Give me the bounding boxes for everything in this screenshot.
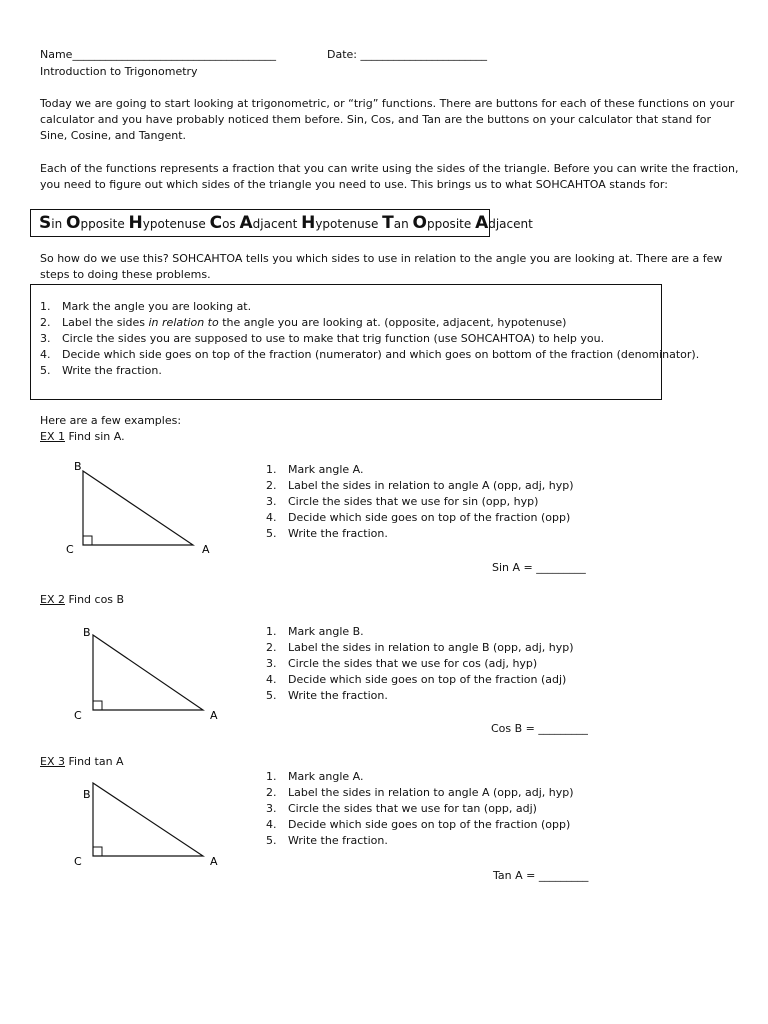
- step-item: 4. Decide which side goes on top of the fraction (numerator) and which goes on bottom of the fraction (denominator).: [40, 348, 700, 361]
- vertex-c-label: C: [66, 543, 74, 556]
- sohcahtoa-word-adjacent: Adjacent: [475, 213, 533, 233]
- example-step: 5. Write the fraction.: [266, 689, 388, 702]
- example-step: 4. Decide which side goes on top of the fraction (opp): [266, 818, 571, 831]
- vertex-a-label: A: [202, 543, 210, 556]
- vertex-c-label: C: [74, 709, 82, 722]
- example-step: 5. Write the fraction.: [266, 527, 388, 540]
- examples-intro: Here are a few examples:: [40, 414, 182, 427]
- example-3-triangle: [62, 776, 222, 876]
- example-1-triangle: [60, 458, 220, 558]
- sohcahtoa-word-sin: Sin: [39, 213, 67, 233]
- example-1-steps: [266, 462, 574, 542]
- sohcahtoa-word-cos: Cos: [209, 213, 240, 233]
- sohcahtoa-word-hypotenuse: Hypotenuse: [301, 213, 383, 233]
- step-item: 1. Mark the angle you are looking at.: [40, 300, 252, 313]
- example-step: 2. Label the sides in relation to angle A (opp, adj, hyp): [266, 786, 574, 799]
- date-field-line: Date: _______________________: [327, 48, 487, 61]
- vertex-a-label: A: [210, 709, 218, 722]
- example-step: 4. Decide which side goes on top of the fraction (adj): [266, 673, 567, 686]
- example-step: 3. Circle the sides that we use for sin (opp, hyp): [266, 495, 539, 508]
- sohcahtoa-word-hypotenuse: Hypotenuse: [128, 213, 210, 233]
- example-step: 2. Label the sides in relation to angle A (opp, adj, hyp): [266, 479, 574, 492]
- example-step: 3. Circle the sides that we use for tan (opp, adj): [266, 802, 537, 815]
- vertex-b-label: B: [83, 626, 91, 639]
- sohcahtoa-word-tan: Tan: [382, 213, 413, 233]
- example-3-steps: [266, 769, 574, 849]
- example-step: 5. Write the fraction.: [266, 834, 388, 847]
- steps-list: [40, 299, 699, 379]
- example-step: 2. Label the sides in relation to angle B (opp, adj, hyp): [266, 641, 574, 654]
- step-item: 3. Circle the sides you are supposed to use to make that trig function (use SOHCAHTOA) to help you.: [40, 332, 605, 345]
- example-step: 1. Mark angle A.: [266, 770, 364, 783]
- vertex-a-label: A: [210, 855, 218, 868]
- example-step: 1. Mark angle A.: [266, 463, 364, 476]
- example-3-answer: Tan A = _________: [493, 869, 589, 882]
- example-2-answer: Cos B = _________: [491, 722, 588, 735]
- page-title: Introduction to Trigonometry: [40, 65, 198, 78]
- intro-paragraph-2: Each of the functions represents a fraction that you can write using the sides of the triangle. Before you can write the fraction, you need to figure out which sides of the triangle you need to use. This brings us to what SOHCAHTOA stands for:: [40, 162, 739, 191]
- vertex-b-label: B: [74, 460, 82, 473]
- example-2-triangle: [62, 622, 222, 722]
- intro-paragraph-1: Today we are going to start looking at trigonometric, or “trig” functions. There are buttons for each of these functions on your calculator and you have probably noticed them before. Sin, Cos, and Tan are the buttons on your calculator that stand for Sine, Cosine, and Tangent.: [40, 97, 735, 142]
- example-3-heading: EX 3 Find tan A: [40, 755, 124, 768]
- sohcahtoa-word-opposite: Opposite: [412, 213, 476, 233]
- example-step: 4. Decide which side goes on top of the fraction (opp): [266, 511, 571, 524]
- example-step: 3. Circle the sides that we use for cos (adj, hyp): [266, 657, 538, 670]
- example-step: 1. Mark angle B.: [266, 625, 364, 638]
- name-field-line: Name_____________________________________: [40, 48, 276, 61]
- vertex-c-label: C: [74, 855, 82, 868]
- example-1-heading: EX 1 Find sin A.: [40, 430, 125, 443]
- sohcahtoa-word-adjacent: Adjacent: [239, 213, 302, 233]
- howto-paragraph: So how do we use this? SOHCAHTOA tells you which sides to use in relation to the angle you are looking at. There are a few steps to doing these problems.: [40, 252, 723, 281]
- example-1-answer: Sin A = _________: [492, 561, 586, 574]
- step-item: 2. Label the sides in relation to the angle you are looking at. (opposite, adjacent, hypotenuse): [40, 316, 567, 329]
- example-2-steps: [266, 624, 574, 704]
- vertex-b-label: B: [83, 788, 91, 801]
- step-item: 5. Write the fraction.: [40, 364, 162, 377]
- sohcahtoa-word-opposite: Opposite: [66, 213, 129, 233]
- example-2-heading: EX 2 Find cos B: [40, 593, 125, 606]
- sohcahtoa-box: [30, 209, 533, 237]
